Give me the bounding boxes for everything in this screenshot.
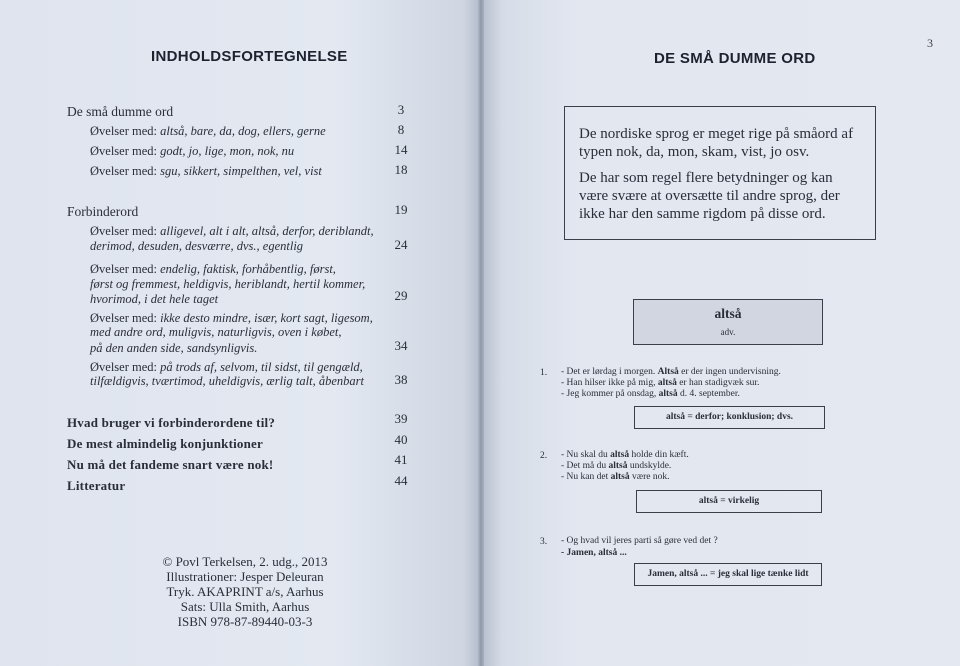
word-class: adv. — [720, 327, 736, 337]
exercise-words: ikke desto mindre, især, kort sagt, ligesom, — [160, 311, 373, 325]
example-keyword: altså — [608, 461, 628, 471]
exercise-words-continued: hvorimod, i det hele taget — [90, 292, 219, 306]
example-line — [561, 378, 759, 389]
example-number: 3. — [540, 537, 548, 547]
toc-page-number: 34 — [394, 338, 408, 353]
toc-page-number: 3 — [397, 102, 405, 117]
definition-box: altså = derfor; konklusion; dvs. — [634, 406, 825, 429]
example-keyword: altså — [610, 472, 630, 482]
colophon-line: Illustrationer: Jesper Deleuran — [166, 569, 324, 584]
exercise-words-continued: tilfældigvis, tværtimod, uheldigvis, ærlig talt, åbenbart — [90, 374, 364, 388]
toc-page-number: 41 — [394, 452, 408, 467]
example-keyword: altså — [610, 450, 630, 460]
example-text: er han stadigvæk sur. — [676, 378, 760, 388]
example-line — [561, 450, 689, 461]
page-number: 3 — [927, 36, 933, 50]
colophon-line: Tryk. AKAPRINT a/s, Aarhus — [166, 584, 324, 599]
example-line — [561, 389, 740, 400]
example-text: holde din kæft. — [629, 450, 689, 460]
toc-page-number: 14 — [394, 142, 408, 157]
example-number: 1. — [540, 368, 548, 378]
exercise-words: på trods af, selvom, til sidst, til gengæld, — [160, 360, 363, 374]
definition-box: Jamen, altså ... = jeg skal lige tænke lidt — [634, 563, 822, 586]
example-text: - Nu skal du — [561, 450, 611, 460]
exercise-words: sgu, sikkert, simpelthen, vel, vist — [160, 164, 322, 178]
toc-page-number: 19 — [394, 202, 408, 217]
example-text: undskylde. — [627, 461, 672, 471]
example-line — [561, 461, 671, 472]
example-text: d. 4. september. — [677, 389, 740, 399]
exercise-words-continued: først og fremmest, heldigvis, heriblandt, hertil kommer, — [90, 277, 366, 291]
example-keyword: Altså — [657, 367, 679, 377]
colophon-line: © Povl Terkelsen, 2. udg., 2013 — [162, 554, 328, 569]
headword-box — [633, 299, 823, 345]
toc-entry-title: De mest almindelig konjunktioner — [67, 436, 263, 451]
exercise-prefix: Øvelser med: — [90, 311, 161, 325]
example-text: - Nu kan det — [561, 472, 611, 482]
example-text: - Jeg kommer på onsdag, — [561, 389, 659, 399]
section-heading: DE SMÅ DUMME ORD — [654, 50, 816, 67]
example-number: 2. — [540, 451, 548, 461]
example-line — [561, 536, 718, 547]
colophon-line: ISBN 978-87-89440-03-3 — [177, 614, 313, 629]
example-line — [561, 548, 627, 559]
example-keyword: - Jamen, altså ... — [561, 548, 627, 558]
definition-box: altså = virkelig — [636, 490, 822, 513]
exercise-prefix: Øvelser med: — [90, 164, 161, 178]
example-text: - Og hvad vil jeres parti så gøre ved det ? — [561, 536, 718, 546]
exercise-words: endelig, faktisk, forhåbentlig, først, — [160, 262, 336, 276]
exercise-words: alligevel, alt i alt, altså, derfor, deriblandt, — [160, 224, 374, 238]
example-keyword: altså — [658, 389, 678, 399]
toc-page-number: 38 — [394, 372, 408, 387]
example-line — [561, 472, 669, 483]
exercise-prefix: Øvelser med: — [90, 144, 161, 158]
example-text: være nok. — [629, 472, 670, 482]
exercise-words: altså, bare, da, dog, ellers, gerne — [160, 124, 326, 138]
example-text: er der ingen undervisning. — [678, 367, 781, 377]
example-text: - Det må du — [561, 461, 609, 471]
example-line — [561, 367, 781, 378]
toc-page-number: 40 — [394, 432, 408, 447]
example-text: - Han hilser ikke på mig, — [561, 378, 658, 388]
intro-box — [564, 106, 876, 240]
toc-page-number: 39 — [394, 411, 408, 426]
toc-page-number: 24 — [394, 237, 408, 252]
exercise-words-continued: med andre ord, muligvis, naturligvis, oven i købet, — [90, 325, 342, 339]
colophon — [140, 554, 350, 629]
exercise-prefix: Øvelser med: — [90, 360, 161, 374]
toc-page-number: 44 — [394, 473, 408, 488]
example-text: - Det er lørdag i morgen. — [561, 367, 658, 377]
toc-entry-title: Litteratur — [67, 478, 126, 493]
example-keyword: altså — [657, 378, 677, 388]
toc-page-number: 18 — [394, 162, 408, 177]
exercise-prefix: Øvelser med: — [90, 224, 161, 238]
intro-paragraph: De nordiske sprog er meget rige på småord af typen nok, da, mon, skam, vist, jo osv. — [579, 126, 854, 160]
toc-entry-title: De små dumme ord — [67, 104, 174, 119]
exercise-words-continued: på den anden side, sandsynligvis. — [90, 341, 258, 355]
toc-entry-title: Nu må det fandeme snart være nok! — [67, 457, 274, 472]
colophon-line: Sats: Ulla Smith, Aarhus — [180, 599, 310, 614]
exercise-prefix: Øvelser med: — [90, 262, 161, 276]
toc-entry-exercise — [90, 162, 322, 181]
intro-paragraph: De har som regel flere betydninger og kan være svære at oversætte til andre sprog, der ikke har den samme rigdom på disse ord. — [579, 170, 840, 222]
toc-page-number: 8 — [397, 122, 405, 137]
headword: altså — [714, 306, 742, 321]
toc-entry-title: Forbinderord — [67, 204, 139, 219]
toc-entry-exercise — [90, 142, 294, 161]
left-page — [0, 0, 478, 666]
toc-entry-title: Hvad bruger vi forbinderordene til? — [67, 415, 276, 430]
toc-heading: INDHOLDSFORTEGNELSE — [151, 48, 348, 65]
exercise-words: godt, jo, lige, mon, nok, nu — [160, 144, 295, 158]
toc-entry-exercise — [90, 122, 326, 141]
exercise-words-continued: derimod, desuden, desværre, dvs., egentlig — [90, 239, 304, 253]
toc-page-number: 29 — [394, 288, 408, 303]
exercise-prefix: Øvelser med: — [90, 124, 161, 138]
